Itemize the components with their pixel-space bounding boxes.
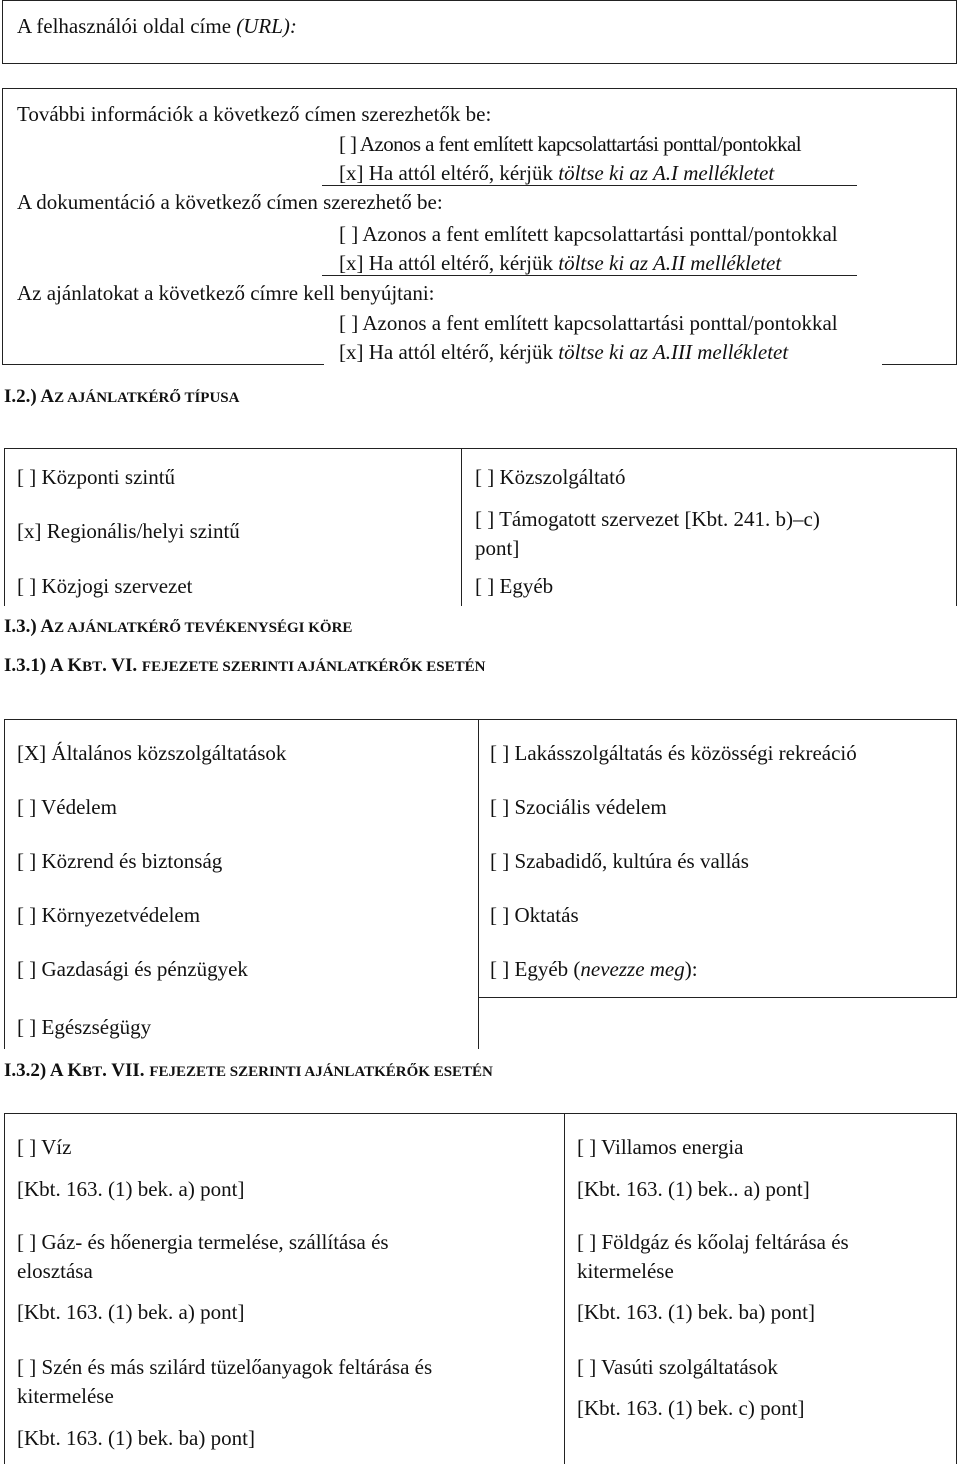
info-divider-1 — [322, 185, 857, 186]
url-label-text: A felhasználói oldal címe — [17, 14, 237, 38]
section-i3-heading: I.3.) AZ AJÁNLATKÉRŐ TEVÉKENYSÉGI KÖRE — [4, 616, 353, 637]
bids-option-same: [ ] Azonos a fent említett kapcsolattartási ponttal/pontokkal — [339, 311, 838, 335]
activity-railway: [ ] Vasúti szolgáltatások — [577, 1355, 778, 1379]
info-title: További információk a következő címen szerezhetők be: — [17, 102, 492, 126]
activity-gas-heat-ref: [Kbt. 163. (1) bek. a) pont] — [17, 1300, 245, 1324]
activity-coal-solid-fuels: [ ] Szén és más szilárd tüzelőanyagok feltárása és — [17, 1355, 433, 1379]
activity-recreation-culture: [ ] Szabadidő, kultúra és vallás — [490, 849, 749, 873]
docs-title: A dokumentáció a következő címen szerezhető be: — [17, 190, 443, 214]
section-i2-heading: I.2.) AZ AJÁNLATKÉRŐ TÍPUSA — [4, 386, 240, 407]
activity-health: [ ] Egészségügy — [17, 1015, 152, 1039]
info-box-top-border — [2, 88, 957, 89]
activity-vi-mid-border — [478, 719, 479, 1049]
activity-environment: [ ] Környezetvédelem — [17, 903, 201, 927]
type-table-right-border — [956, 448, 957, 606]
section-i31-heading: I.3.1) A KBT. VI. FEJEZETE SZERINTI AJÁNLATKÉRŐK ESETÉN — [4, 655, 486, 676]
type-supported-org-cont: pont] — [475, 536, 520, 560]
activity-social-protection: [ ] Szociális védelem — [490, 795, 667, 819]
url-label-italic: (URL): — [236, 14, 297, 38]
activity-general-public-services: [X] Általános közszolgáltatások — [17, 741, 287, 765]
info-box-left-border — [2, 88, 3, 365]
docs-option-same: [ ] Azonos a fent említett kapcsolattartási ponttal/pontokkal — [339, 222, 838, 246]
type-table-top-border — [4, 448, 957, 449]
type-other: [ ] Egyéb — [475, 574, 554, 598]
url-label — [17, 16, 297, 37]
activity-vii-right-border — [956, 1113, 957, 1464]
type-table-mid-border — [461, 448, 462, 606]
info-option-different: [x] Ha attól eltérő, kérjük töltse ki az A.I mellékletet — [339, 161, 775, 185]
activity-housing: [ ] Lakásszolgáltatás és közösségi rekreáció — [490, 741, 857, 765]
docs-option-different: [x] Ha attól eltérő, kérjük töltse ki az A.II mellékletet — [339, 251, 782, 275]
activity-vii-mid-border — [564, 1113, 565, 1464]
activity-vi-top-border — [4, 719, 957, 720]
activity-water: [ ] Víz — [17, 1135, 72, 1159]
activity-coal-solid-fuels-ref: [Kbt. 163. (1) bek. ba) pont] — [17, 1426, 255, 1450]
type-public-law-body: [ ] Közjogi szervezet — [17, 574, 193, 598]
type-supported-org: [ ] Támogatott szervezet [Kbt. 241. b)–c) — [475, 507, 820, 531]
activity-railway-ref: [Kbt. 163. (1) bek. c) pont] — [577, 1396, 805, 1420]
bids-option-different: [x] Ha attól eltérő, kérjük töltse ki az A.III mellékletet — [339, 340, 789, 364]
type-utility-provider: [ ] Közszolgáltató — [475, 465, 626, 489]
type-regional: [x] Regionális/helyi szintű — [17, 519, 240, 543]
type-table-left-border — [4, 448, 5, 606]
activity-water-ref: [Kbt. 163. (1) bek. a) pont] — [17, 1177, 245, 1201]
activity-vii-top-border — [4, 1113, 957, 1114]
activity-electricity-ref: [Kbt. 163. (1) bek.. a) pont] — [577, 1177, 810, 1201]
activity-vi-left-border — [4, 719, 5, 1049]
activity-vi-right-border — [956, 719, 957, 997]
activity-public-order: [ ] Közrend és biztonság — [17, 849, 223, 873]
info-box-bottom-left — [2, 364, 324, 365]
activity-defence: [ ] Védelem — [17, 795, 117, 819]
activity-gas-heat: [ ] Gáz- és hőenergia termelése, szállítása és — [17, 1230, 389, 1254]
bids-title: Az ajánlatokat a következő címre kell benyújtani: — [17, 281, 435, 305]
activity-vii-left-border — [4, 1113, 5, 1464]
activity-gas-heat-cont: elosztása — [17, 1259, 93, 1283]
info-divider-2 — [322, 275, 857, 276]
activity-other: [ ] Egyéb (nevezze meg): — [490, 957, 698, 981]
info-box-right-border — [956, 88, 957, 365]
activity-coal-solid-fuels-cont: kitermelése — [17, 1384, 114, 1408]
activity-vi-right-bottom — [478, 997, 957, 998]
info-box-bottom-right — [882, 364, 957, 365]
info-option-same: [ ] Azonos a fent említett kapcsolattartási ponttal/pontokkal — [339, 132, 802, 156]
activity-gas-oil-exploration-ref: [Kbt. 163. (1) bek. ba) pont] — [577, 1300, 815, 1324]
activity-gas-oil-exploration: [ ] Földgáz és kőolaj feltárása és — [577, 1230, 849, 1254]
activity-education: [ ] Oktatás — [490, 903, 579, 927]
type-central: [ ] Központi szintű — [17, 465, 176, 489]
activity-electricity: [ ] Villamos energia — [577, 1135, 744, 1159]
activity-economic-financial: [ ] Gazdasági és pénzügyek — [17, 957, 248, 981]
activity-gas-oil-exploration-cont: kitermelése — [577, 1259, 674, 1283]
section-i32-heading: I.3.2) A KBT. VII. FEJEZETE SZERINTI AJÁNLATKÉRŐK ESETÉN — [4, 1060, 493, 1081]
